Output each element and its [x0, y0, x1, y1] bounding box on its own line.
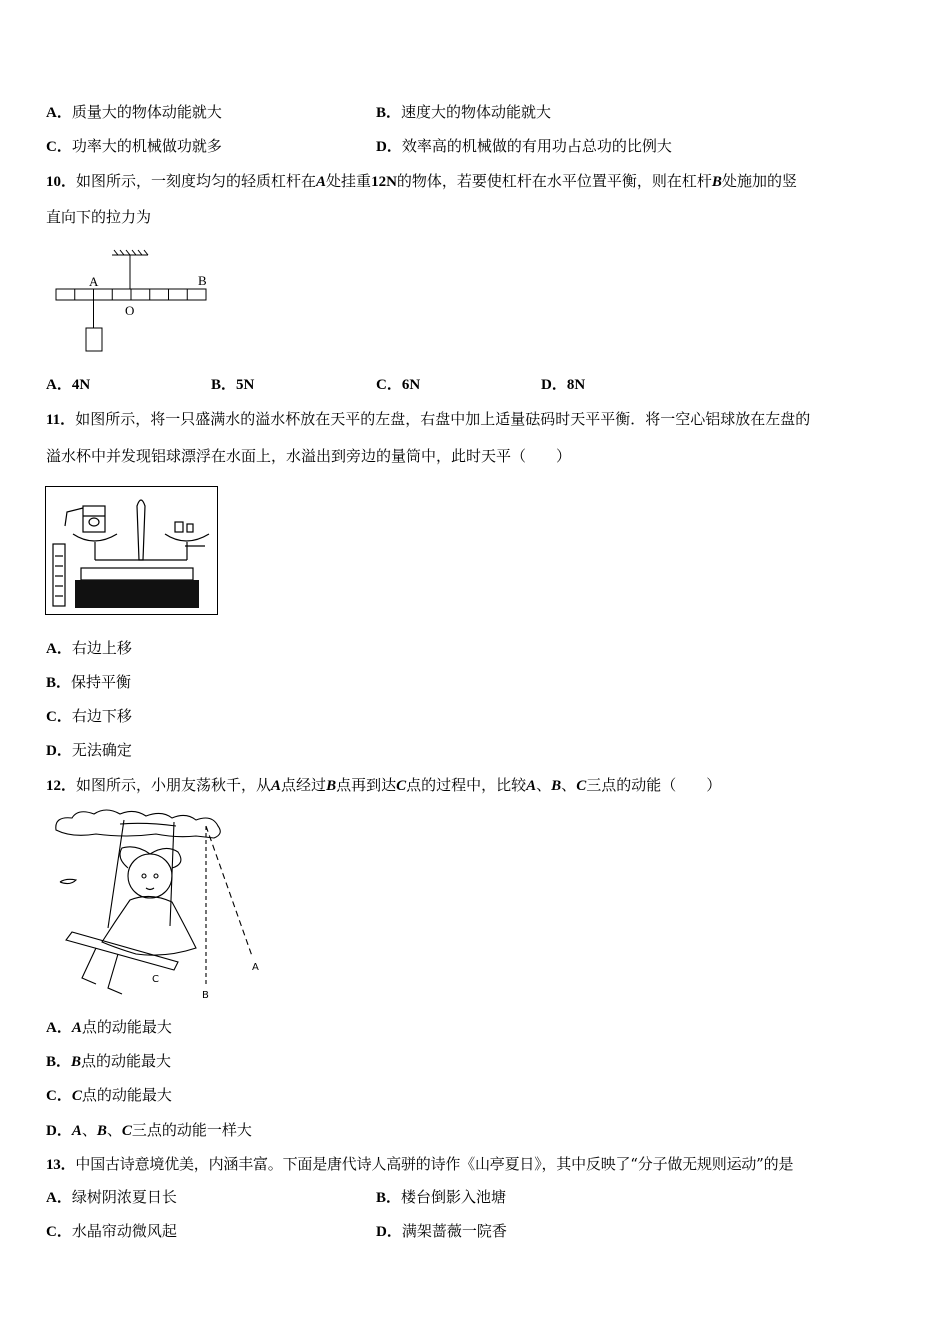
option-label: A． [46, 1190, 72, 1206]
question-number: 10． [46, 174, 77, 190]
q10-stem-line2: 直向下的拉力为 [46, 208, 152, 226]
q11-option-d [46, 740, 132, 761]
option-text: 5N [236, 377, 255, 393]
option-label: C． [376, 377, 402, 393]
option-label: B． [46, 1054, 72, 1070]
q10-option-b [211, 374, 254, 395]
q10-option-d [541, 374, 585, 395]
var-a: A [71, 1020, 82, 1036]
option-text: 效率高的机械做的有用功占总功的比例大 [401, 137, 672, 155]
option-text: 三点的动能一样大 [131, 1121, 252, 1139]
stem-text: 如图所示，小朋友荡秋千，从 [76, 776, 272, 794]
q9-option-b [376, 102, 551, 123]
tree-foliage [56, 810, 220, 838]
var-a: A [71, 1123, 82, 1139]
option-label: B． [376, 105, 402, 121]
stem-text: 中国古诗意境优美，内涵丰富。下面是唐代诗人高骈的诗作《山亭夏日》，其中反映了“分子做无规则运动”的是 [75, 1155, 794, 1173]
stem-text: 处挂重 [326, 172, 372, 190]
question-number: 11． [46, 412, 76, 428]
option-text: 满架蔷薇一院香 [401, 1222, 507, 1240]
girl-head [128, 854, 172, 898]
q12-option-a [46, 1017, 172, 1038]
var-a: A [526, 778, 537, 794]
q9-option-d [376, 136, 672, 157]
q12-option-d [46, 1120, 252, 1141]
option-text: 绿树阴浓夏日长 [71, 1188, 177, 1206]
option-label: D． [46, 1123, 72, 1139]
label-c: C [152, 974, 159, 985]
question-number: 13． [46, 1157, 76, 1173]
stem-text: 的物体，若要使杠杆在水平位置平衡，则在杠杆 [396, 172, 712, 190]
var-c: C [396, 778, 407, 794]
option-label: D． [376, 1224, 402, 1240]
option-label: C． [46, 1088, 72, 1104]
option-label: C． [46, 139, 72, 155]
q11-stem-line1 [46, 409, 810, 430]
option-text: 右边上移 [71, 639, 132, 657]
question-number: 12． [46, 778, 77, 794]
label-b: B [202, 990, 209, 1001]
option-label: A． [46, 641, 72, 657]
option-text: 保持平衡 [71, 673, 132, 691]
q11-option-a [46, 638, 132, 659]
option-text: 质量大的物体动能就大 [71, 103, 222, 121]
option-text: 6N [401, 377, 421, 393]
swing-figure [46, 808, 272, 1004]
separator: 、 [106, 1121, 122, 1139]
stem-text: 处施加的竖 [721, 172, 797, 190]
girl-dress [102, 896, 196, 955]
stem-text: 如图所示，一刻度均匀的轻质杠杆在 [76, 172, 317, 190]
option-text: 无法确定 [71, 741, 132, 759]
var-b: B [326, 778, 337, 794]
option-label: A． [46, 1020, 72, 1036]
label-o: O [125, 303, 135, 318]
option-label: B． [376, 1190, 402, 1206]
q13-option-a [46, 1187, 177, 1208]
var-b: B [96, 1123, 107, 1139]
balance-figure [45, 486, 218, 615]
q11-option-b [46, 672, 131, 693]
separator: 、 [81, 1121, 97, 1139]
var-a: A [271, 778, 282, 794]
stem-text: 点再到达 [336, 776, 397, 794]
option-text: 楼台倒影入池塘 [401, 1188, 507, 1206]
option-label: B． [211, 377, 237, 393]
option-label: D． [541, 377, 567, 393]
weight-value: 12N [371, 174, 397, 190]
var-c: C [576, 778, 587, 794]
option-text: 点的动能最大 [81, 1052, 172, 1070]
option-text: 点的动能最大 [81, 1018, 172, 1036]
q11-stem-line2: 溢水杯中并发现铝球漂浮在水面上，水溢出到旁边的量筒中，此时天平（ ） [46, 447, 572, 465]
label-a: A [89, 274, 99, 289]
var-b: B [711, 174, 722, 190]
label-a: A [252, 962, 259, 973]
q13-stem [46, 1154, 793, 1175]
hanging-weight [86, 328, 102, 351]
option-text: 4N [71, 377, 91, 393]
label-b: B [198, 273, 207, 288]
q10-stem-line1 [46, 171, 797, 192]
swing-seat [66, 932, 178, 970]
var-c: C [71, 1088, 82, 1104]
balance-base [75, 580, 199, 608]
slant-dashed-line [206, 826, 252, 956]
q13-option-b [376, 1187, 506, 1208]
q10-option-a [46, 374, 90, 395]
separator: 、 [536, 776, 552, 794]
q13-option-d [376, 1221, 507, 1242]
option-text: 右边下移 [71, 707, 132, 725]
var-b: B [71, 1054, 82, 1070]
option-label: C． [46, 709, 72, 725]
q9-option-c [46, 136, 222, 157]
separator: 、 [561, 776, 577, 794]
stem-text: 三点的动能（ ） [586, 776, 722, 794]
var-a: A [316, 174, 327, 190]
q12-stem [46, 775, 721, 796]
var-b: B [551, 778, 562, 794]
q10-option-c [376, 374, 420, 395]
option-text: 8N [566, 377, 586, 393]
lever-figure [50, 246, 220, 358]
q11-option-c [46, 706, 132, 727]
option-label: C． [46, 1224, 72, 1240]
option-label: D． [46, 743, 72, 759]
option-text: 水晶帘动微风起 [71, 1222, 177, 1240]
stem-text: 如图所示，将一只盛满水的溢水杯放在天平的左盘，右盘中加上适量砝码时天平平衡．将一空心铝球放在左盘的 [75, 410, 811, 428]
option-label: D． [376, 139, 402, 155]
option-text: 点的动能最大 [81, 1086, 172, 1104]
q13-option-c [46, 1221, 177, 1242]
option-text: 功率大的机械做功就多 [71, 137, 222, 155]
var-c: C [121, 1123, 132, 1139]
q12-option-b [46, 1051, 171, 1072]
q9-option-a [46, 102, 222, 123]
option-label: A． [46, 105, 72, 121]
q12-option-c [46, 1085, 172, 1106]
option-text: 速度大的物体动能就大 [401, 103, 552, 121]
option-label: A． [46, 377, 72, 393]
stem-text: 点的过程中，比较 [406, 776, 527, 794]
option-label: B． [46, 675, 72, 691]
stem-text: 点经过 [281, 776, 327, 794]
